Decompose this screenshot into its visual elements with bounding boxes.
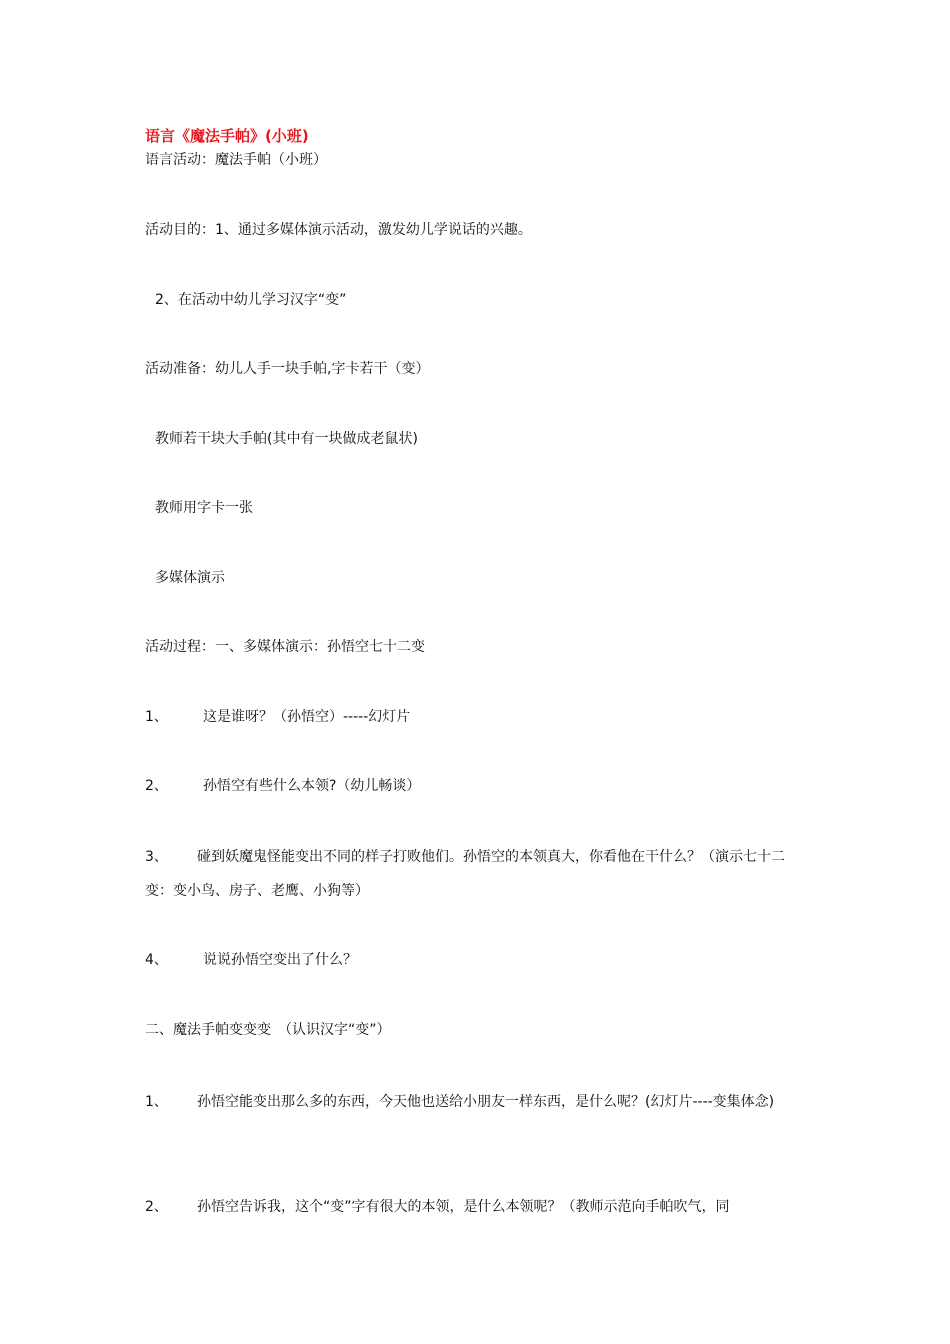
process-heading: 活动过程：一、多媒体演示：孙悟空七十二变 [145,639,425,655]
list-item-text: 孙悟空有些什么本领?（幼儿畅谈） [203,778,421,794]
list-item [145,1190,810,1224]
list-item [145,840,810,908]
goal-line-2: 2、在活动中幼儿学习汉字“变” [155,292,347,308]
list-item-number: 2、 [145,778,168,794]
list-item-number: 1、 [145,709,168,725]
list-item [145,707,410,727]
list-item-number: 1、 [145,1094,168,1110]
list-item-text: 碰到妖魔鬼怪能变出不同的样子打败他们。孙悟空的本领真大，你看他在干什么？（演示七十二变：变小鸟、房子、老鹰、小狗等） [145,849,785,899]
section-heading: 二、魔法手帕变变变 （认识汉字“变”） [145,1022,391,1038]
list-item-text: 说说孙悟空变出了什么？ [203,952,357,968]
prep-line-4: 多媒体演示 [155,570,225,586]
list-item-number: 2、 [145,1199,168,1215]
goal-line-1: 活动目的：1、通过多媒体演示活动，激发幼儿学说话的兴趣。 [145,222,532,238]
list-item-text: 孙悟空能变出那么多的东西，今天他也送给小朋友一样东西，是什么呢？(幻灯片----变集体念) [197,1094,775,1110]
list-item-number: 3、 [145,849,168,865]
list-item-text: 孙悟空告诉我，这个“变”字有很大的本领，是什么本领呢？（教师示范向手帕吹气，同 [197,1199,730,1215]
list-item [145,776,420,796]
list-item-number: 4、 [145,952,168,968]
prep-line-1: 活动准备：幼儿人手一块手帕,字卡若干（变） [145,361,430,377]
document-title: 语言《魔法手帕》(小班) [145,127,309,145]
prep-line-2: 教师若干块大手帕(其中有一块做成老鼠状) [155,431,418,447]
list-item-text: 这是谁呀？（孙悟空）-----幻灯片 [203,709,411,725]
prep-line-3: 教师用字卡一张 [155,500,253,516]
list-item [145,1085,810,1119]
list-item [145,950,357,970]
subtitle: 语言活动：魔法手帕（小班） [145,152,327,168]
